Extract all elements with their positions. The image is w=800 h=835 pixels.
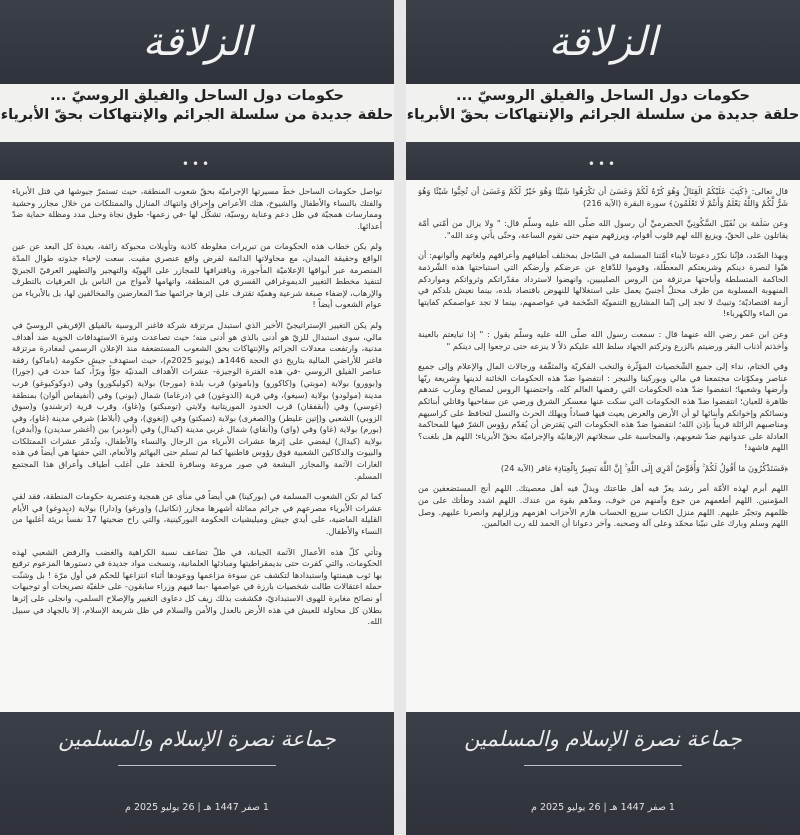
- paragraph: وعن ابن عمر رضي الله عنهما قال : سمعت رسول الله صلّى الله عليه وسلّم يقول : " إذا تبايعتم بالعينة وأخذتم أذناب البقر ورضيتم بالزرع وتركتم الجهاد سلط الله عليكم ذلاً لا ينزعه حتى ترجعوا إلى دينكم ": [418, 328, 788, 351]
- paragraph: وعن سَلَمَة بن نُفَيْل السَّكُونِيِّ الحضرميِّ أن رسول الله صلّى الله عليه وسلّم قال: " ولا يزال من أمّتي أمّة يقاتلون على الحقّ، ويزيغ الله لهم قلوب أقوام، ويرزقهم منهم حتى تقوم الساعة، وحتّى يأتي وعد الله".: [418, 218, 788, 240]
- separator-dots: •••: [587, 157, 619, 171]
- paragraph: وفي الختام، نداء إلى جميع الشّخصيات المؤثّرة والنخب الفكريّة والمثقّفة ورجالات المال والإعلام وإلى جميع عناصر ومكوّنات مجتمعنا في مالي وبوركينا والنيجر : انتفضوا ضدّ هذه الحكومات الخائنة لدينها وشريعة ربّها وأرضها وشعبها؛ انتفضوا ضدّ هذه الحكومات التي رفضها العالم كله، واحتضنها الروس لمصالح ومآرب عندهم ظاهرة للعيان؛ انتفضوا ضدّ هذه الحكومات التي سكت عنها معسكر الشرق ورضي عن سفاحيها وقاتلي أبنائكم ونسائكم وإخوانكم وأبنائها لو أن الأرض والعرض يعيث فيها فساداً ويهلك الحرث والنسل لتحافظ على كراسيهم ومناصبهم الزائلة قريباً بإذن الله؛ انتفضوا ضدّ هذه الحكومات التي يَقترض أن يُقدّم رؤوس الشرّ فيها للمحاكمة العادلة على عدوانهم ضدّ شعوبهم، والمحاسبة على سجلاتهم الإرهابيّة والإجراميّة بحقّ الأبرياء؛ اللهم هل بلغت؟ اللهم فاشهد!: [418, 361, 788, 453]
- title-line-2: حلقة جديدة من سلسلة الجرائم والإنتهاكات بحقّ الأبرياء: [0, 107, 394, 123]
- date-line: 1 صفر 1447 هـ | 26 يوليو 2025 م: [125, 802, 269, 813]
- signature: جماعة نصرة الإسلام والمسلمين: [464, 727, 742, 751]
- date-line: 1 صفر 1447 هـ | 26 يوليو 2025 م: [531, 802, 675, 813]
- signature-underline: [118, 765, 276, 766]
- logo: الزلاقة: [548, 19, 658, 65]
- paragraph: قال تعالى: ﴿كُتِبَ عَلَيْكُمُ الْقِتَالُ وَهُوَ كُرْهٌ لَّكُمْ وَعَسَىٰ أَن تَكْرَهُوا شَيْئًا وَهُوَ خَيْرٌ لَّكُمْ وَعَسَىٰ أَن تُحِبُّوا شَيْئًا وَهُوَ شَرٌّ لَّكُمْ وَاللَّهُ يَعْلَمُ وَأَنتُمْ لَا تَعْلَمُونَ﴾ سورة البقرة (الآية 216): [418, 186, 788, 208]
- body-text: [418, 186, 788, 704]
- paragraph: وتأتي كلّ هذه الأعمال الآثمة الجبانة، في ظلّ تضاعف نسبة الكراهية والغضب والرفض الشعبي لهذه الحكومات، والتي كفرت حتى بديمقراطيتها ومبادئها العلمانية، ونسخت مواد جديدة في دستورها المزعوم ترقيع بها ثوب هيمنتها واستبدادها لتكشف عن سوءة مزاعمها ووعودها أثناء انتزاعها للحكم في أول مرّة ! بل وشنّت حملة اعتقالات طالت شخصيات بارزة في عواصمها -بما فيهم وزراء سابقون- على خلفيّة تصريحات أو توجيهات أو نصائح مغايرة للهوى الاستبداديّ، فكشفت بذلك زيف كل دعاوى التغيير والإصلاح السلمي، وانجلى على إثرها بطلان كل محاولة للعيش في هذه الأرض بالعدل والأمن والسلام في ظل شريعة الإسلام، إلا بالجهاد في سبيل الله.: [12, 546, 382, 627]
- page-right: [406, 0, 800, 835]
- title-block: [406, 84, 800, 142]
- header-band: [406, 0, 800, 84]
- paragraph: كما لم تكن الشعوب المسلمة في (بوركينا) هي أيضاً في منأى عن همجية وعنصرية حكومات المنطقة، فقد لقي عشرات الأبرياء مصرعهم في جرائم مماثلة أشهرها مجازر (تكاتيل) و(ورغو) و(دارا) بولاية (ديدوغو) في الأيام القليلة الماضية، على أيدي جيش وميليشيات الحكومة البوركينية، والتي راح ضحيتها 17 نفساً بريئة أغلبها من النساء والأطفال.: [12, 491, 382, 537]
- title-line-1: حكومات دول الساحل والفيلق الروسيّ ...: [456, 88, 750, 104]
- signature-underline: [524, 765, 682, 766]
- body-text: [12, 186, 382, 704]
- logo: الزلاقة: [142, 19, 252, 65]
- separator-dots: •••: [181, 157, 213, 171]
- paragraph: ﴿فَسَتَذْكُرُونَ مَا أَقُولُ لَكُمْ ۚ وَأُفَوِّضُ أَمْرِي إِلَى اللَّهِ ۚ إِنَّ اللَّهَ بَصِيرٌ بِالْعِبَادِ﴾ غافر (الآية 24): [500, 462, 788, 473]
- page-gutter: [394, 0, 406, 835]
- paragraph: وبهذا الصّدد، فإنّنا نكرّر دعوتنا لأبناء أمّتنا المسلمة في السّاحل بمختلف أطيافهم وأعراقهم ولغاتهم وألوانهم: أن هبّوا لنصرة دينكم وشريعتكم المعطّلة، وقوموا للدّفاع عن عرضكم وأرضكم التي استباحتها هذه الشّرذمة الحاكمة المتسلطة وأباحتها مرتزقة من الروس الصليبيين، وانهضوا لاسترداد مقدّراتكم وثرواتكم ومواردكم المنهوبة المسلوبة من طرف محتلّ أجنبيّ يعمل على استغلالها للنهوض باقتصاد بلده، بينما نعيش بلدكم في أزمة اقتصاديّة؛ وتبيتْ لا تجد إلى إنّما المشاريع التنمويّة الضّخمة في عواصمهم، بينما لا تجد عواصمكم كفايتها من الماء والكهرباء!: [418, 250, 788, 319]
- paragraph: ولم يكن التغيير الإستراتيجيّ الأخير الذي استبدل مرتزقة شركة فاغنر الروسية بالفيلق الإفريقي الروسيّ في مالي، سوى استبدال للزيّ هو أدنى بالذي هو أدنى منه؛ حيث تصاعدت وتيرة الاستهدافات الجوية ضد أهداف مدنية، وارتفعت معدلات الجرائم والإنتهاكات بحق الشعوب المستضعفة منذ الإعلان الرسمي لمغادرة مرتزقة فاغنر للأراضي المالية بتاريخ ذي الحجة 1446هـ (يونيو 2025م)، حيث استهدف جيش حكومة (باماكو) رفقة عناصر الفيلق الروسي -في هذه الفترة الوجيزة- عشرات الأهداف المدنيّة جوّاً وبرّاً، كما حدث في (جورا) و(بوورو) بولاية (موبتي) و(كاكورو) و(باموتو) قرب بلدة (مورجا) بولاية (كوليكورو) وفي (دوكوكيوغو) قرب مدينة (مولودو) بولاية (سيغو)، وفي قرية (الدوغون) في (درغاما) شمال (بوني) وفي (أنفيفاس ألوان) بمنطقة (غوسي) وفي (أبقفقان) قرب الحدود الموريتانية ولايتي (تومبكتو) و(غاو)، وقرب قرية (ترشندو) و(سوق الزوبي) الشعبي و(إتين عليطر) و(الصغرى) بولاية (تمبكتو) وفي (إنغوي)، وفي (أبلاط) شرقي مدينة (غاو)، وفي (بورم) بولاية (غاو) وفي (واي) و(أنقاي) شمال غربي مدينة (كيدال) وفي (أبودير) بين (أغشر سديدن) و(أبدفن) بولاية (كيدال) ليفضي على إثرها عشرات الأبرياء من الرجال والنساء والأطفال، وتُدمّر عشرات الممتلكات والبيوت والدكاكين الشعبية فوق رؤوس قاطنيها كما لم تسلم حتى البهائم والأنعام، التي حفتها هي أيضاً في هذه الغارات الآثمة والمجازر البشعة في صور مروعة وسافرة للحقد على أغلب أطياف وأعراق هذا المجتمع المسلم.: [12, 319, 382, 481]
- signature: جماعة نصرة الإسلام والمسلمين: [58, 727, 336, 751]
- header-band: [0, 0, 394, 84]
- paragraph: تواصل حكومات الساحل خطّ مسيرتها الإجراميّة بحقّ شعوب المنطقة، حيث تستمرّ جيوشها في قتل الأبرياء والفتك بالنساء والأطفال والشيوخ، هتك الأعراض وإحراق وانتهاك المنازل والممتلكات من خلال مجازر وحشية وممارسات همجيّة في ظل دعم وعناية روسيّة، تشكّل لها -في زعمها- طوق نجاة وحبل مدد ومظلة حماية ضدّ أعدائها.: [12, 186, 382, 231]
- paragraph: اللهم أبرم لهذه الأمّة أمر رشد يعزّ فيه أهل طاعتك ويذلّ فيه أهل معصيتك. اللهم أنج المستضعفين من المؤمنين. اللهم أطعمهم من جوع وآمنهم من خوف، ومدّهم بقوة من عندك. اللهم اشدد وطأتك على من ظلمهم وتجبّر عليهم. اللهم منزل الكتاب سريع الحساب هازم الأحزاب اهزمهم وزلزلهم وانصرنا عليهم. وصل اللهم وسلم وبارك على نبيّنا محمّد وعلى آله وصحبه. وآخر دعوانا أن الحمد لله رب العالمين.: [418, 483, 788, 529]
- title-block: [0, 84, 394, 142]
- title-line-2: حلقة جديدة من سلسلة الجرائم والإنتهاكات بحقّ الأبرياء: [406, 107, 800, 123]
- title-line-1: حكومات دول الساحل والفيلق الروسيّ ...: [50, 88, 344, 104]
- page-left: [0, 0, 394, 835]
- paragraph: ولم يكن خطاب هذه الحكومات من تبريرات مغلوطة كاذبة وتأويلات محبوكة زائفة، بعيدة كل البعد عن عين الواقع وحقيقة الميدان، مع محاولاتها الدائمة لفرض واقع عنصري مقيت. سعت لإحياء جذوته طوال المدّة المنصرمة عبر أبواقها الإعلاميّة المأجورة، وباقترافها للمجازر على الهويّة والتهجير والتطهير العرقيّ الجبريّ لتنفيذ مخطط التغيير الديموغرافي القسري في المنطقة، واتهامها لأمواج من الناس بل العرقيات بالتطرف والإرهاب، لإضفاء صبغة شرعية وهميّة تقترف على إثرها جرائمها ضدّ المعارضين والمخالفين لها، بل بالأبرياء من عوام الشعوب أيضاً !: [12, 241, 382, 310]
